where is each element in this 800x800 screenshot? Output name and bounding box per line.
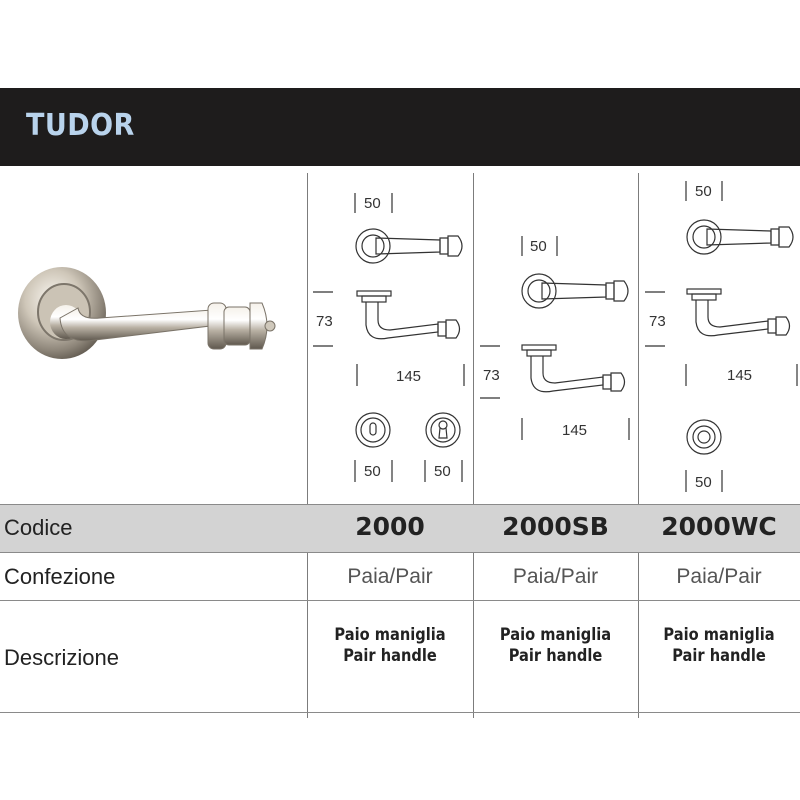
packaging-value: Paia/Pair [347, 565, 433, 588]
dim-rose: 50 [364, 195, 381, 212]
description-line: Pair handle [343, 646, 437, 666]
col3-drawing [645, 181, 797, 492]
row-divider [0, 504, 800, 505]
page-title: TUDOR [26, 108, 135, 143]
descrizione-label: Descrizione [4, 645, 119, 670]
row-divider [0, 552, 800, 553]
col1-drawing [313, 193, 464, 482]
description-line: Paio maniglia [499, 625, 612, 645]
row-divider [0, 712, 800, 713]
codice-label: Codice [4, 515, 73, 540]
dim-escutcheon: 50 [695, 474, 712, 491]
description-cell [485, 625, 627, 667]
description-line: Paio maniglia [334, 625, 446, 645]
col2-drawing [480, 236, 629, 440]
description-line: Paio maniglia [663, 625, 775, 645]
dim-length: 145 [727, 367, 753, 384]
description-line: Pair handle [508, 646, 603, 666]
product-code: 2000WC [661, 512, 777, 541]
description-cell [319, 625, 462, 667]
dim-rose: 50 [695, 183, 712, 200]
product-code: 2000 [355, 512, 425, 541]
description-line: Pair handle [672, 646, 766, 666]
dim-rose: 50 [530, 238, 547, 255]
dim-escutcheon-2: 50 [434, 463, 451, 480]
packaging-value: Paia/Pair [512, 565, 599, 588]
dim-length: 145 [396, 368, 422, 385]
product-code: 2000SB [502, 512, 609, 541]
description-cell [649, 625, 788, 667]
row-divider [0, 600, 800, 601]
dim-height: 73 [649, 313, 666, 330]
dim-length: 145 [562, 422, 588, 439]
packaging-value: Paia/Pair [676, 565, 762, 588]
confezione-label: Confezione [4, 564, 116, 589]
dim-escutcheon-1: 50 [364, 463, 381, 480]
dim-height: 73 [483, 367, 500, 384]
dim-height: 73 [316, 313, 333, 330]
